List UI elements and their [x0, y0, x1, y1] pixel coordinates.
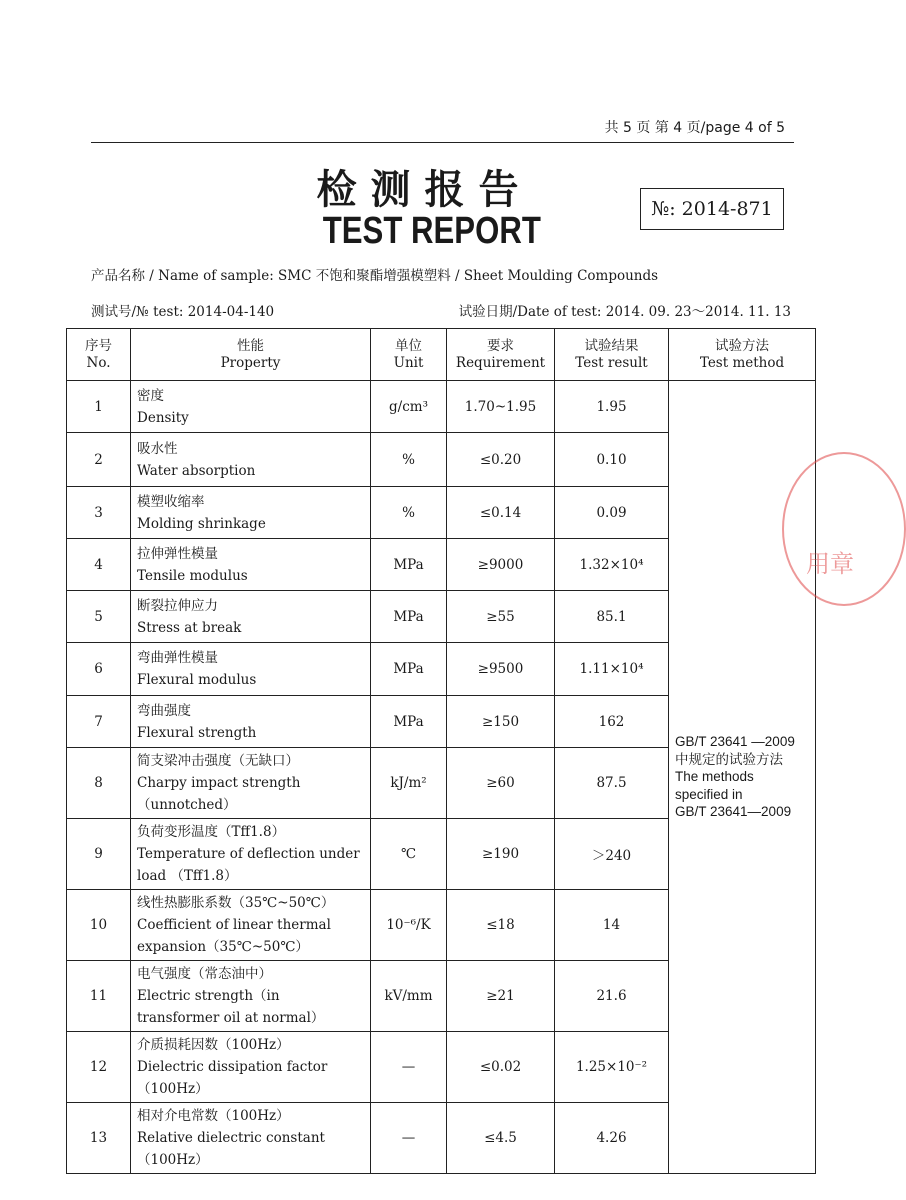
property-cell	[131, 539, 371, 591]
requirement-cell: ≤0.02	[447, 1032, 555, 1103]
property-name-en: Flexural strength	[137, 724, 257, 741]
property-cell	[131, 643, 371, 696]
requirement-cell: ≥150	[447, 696, 555, 748]
result-cell: 162	[555, 696, 669, 748]
unit-cell: 10⁻⁶/K	[371, 890, 447, 961]
row-number: 4	[67, 539, 131, 591]
requirement-cell: ≥9500	[447, 643, 555, 696]
property-cell	[131, 487, 371, 539]
requirement-cell: ≤0.14	[447, 487, 555, 539]
table-row	[67, 381, 816, 433]
row-number: 8	[67, 748, 131, 819]
test-date: 试验日期/Date of test: 2014. 09. 23～2014. 11. 13	[458, 304, 791, 320]
unit-cell: —	[371, 1103, 447, 1174]
property-name-cn: 模塑收缩率	[137, 493, 205, 510]
row-number: 6	[67, 643, 131, 696]
property-name-cn: 拉伸弹性模量	[137, 545, 218, 562]
unit-cell: MPa	[371, 539, 447, 591]
official-seal: 用章	[782, 452, 906, 606]
property-cell	[131, 748, 371, 819]
row-number: 13	[67, 1103, 131, 1174]
property-cell	[131, 696, 371, 748]
property-cell	[131, 433, 371, 487]
property-name-cn: 相对介电常数（100Hz）	[137, 1108, 290, 1124]
row-number: 7	[67, 696, 131, 748]
report-title-cn: 检测报告	[316, 167, 533, 213]
result-cell: ＞240	[555, 819, 669, 890]
property-cell	[131, 961, 371, 1032]
result-cell: 4.26	[555, 1103, 669, 1174]
result-cell: 14	[555, 890, 669, 961]
property-cell	[131, 819, 371, 890]
property-name-en: Molding shrinkage	[137, 515, 266, 532]
header-test-method: 试验方法 Test method	[669, 329, 816, 381]
property-name-en: Charpy impact strength（unnotched）	[137, 775, 301, 813]
requirement-cell: ≥21	[447, 961, 555, 1032]
header-no: 序号 No.	[67, 329, 131, 381]
unit-cell: MPa	[371, 696, 447, 748]
header-requirement: 要求 Requirement	[447, 329, 555, 381]
result-cell: 1.95	[555, 381, 669, 433]
unit-cell: g/cm³	[371, 381, 447, 433]
property-name-en: Coefficient of linear thermal expansion（35℃~50℃）	[137, 917, 331, 955]
test-number: 测试号/№ test: 2014-04-140	[91, 304, 275, 320]
property-name-cn: 线性热膨胀系数（35℃~50℃）	[137, 895, 335, 911]
requirement-cell: ≤4.5	[447, 1103, 555, 1174]
row-number: 5	[67, 591, 131, 643]
property-name-en: Electric strength（in transformer oil at normal）	[137, 988, 325, 1026]
property-name-cn: 介质损耗因数（100Hz）	[137, 1037, 290, 1053]
result-cell: 1.32×10⁴	[555, 539, 669, 591]
property-cell	[131, 381, 371, 433]
property-name-en: Density	[137, 409, 189, 426]
row-number: 2	[67, 433, 131, 487]
property-name-en: Tensile modulus	[137, 567, 248, 584]
unit-cell: kJ/m²	[371, 748, 447, 819]
unit-cell: MPa	[371, 591, 447, 643]
row-number: 9	[67, 819, 131, 890]
result-cell: 1.11×10⁴	[555, 643, 669, 696]
property-name-en: Water absorption	[137, 462, 256, 479]
result-cell: 85.1	[555, 591, 669, 643]
property-name-cn: 弯曲强度	[137, 702, 191, 719]
property-name-cn: 弯曲弹性模量	[137, 650, 218, 666]
row-number: 1	[67, 381, 131, 433]
sample-name: 产品名称 / Name of sample: SMC 不饱和聚酯增强模塑料 / Sheet Moulding Compounds	[91, 268, 659, 284]
row-number: 11	[67, 961, 131, 1032]
header-test-result: 试验结果 Test result	[555, 329, 669, 381]
requirement-cell: ≤18	[447, 890, 555, 961]
row-number: 3	[67, 487, 131, 539]
requirement-cell: ≥60	[447, 748, 555, 819]
result-cell: 0.10	[555, 433, 669, 487]
result-cell: 1.25×10⁻²	[555, 1032, 669, 1103]
unit-cell: ℃	[371, 819, 447, 890]
property-name-en: Flexural modulus	[137, 672, 257, 688]
header-property: 性能 Property	[131, 329, 371, 381]
header-divider	[91, 142, 794, 143]
property-name-en: Temperature of deflection under load （Tff1.8）	[137, 846, 360, 884]
property-name-cn: 负荷变形温度（Tff1.8）	[137, 824, 286, 840]
requirement-cell: 1.70~1.95	[447, 381, 555, 433]
property-name-cn: 密度	[137, 387, 164, 404]
property-cell	[131, 1103, 371, 1174]
property-cell	[131, 1032, 371, 1103]
property-name-en: Dielectric dissipation factor（100Hz）	[137, 1059, 328, 1097]
property-cell	[131, 591, 371, 643]
requirement-cell: ≥55	[447, 591, 555, 643]
property-cell	[131, 890, 371, 961]
unit-cell: MPa	[371, 643, 447, 696]
property-name-cn: 电气强度（常态油中）	[137, 966, 272, 982]
report-number-box: №: 2014-871	[640, 188, 784, 230]
test-method-cell: GB/T 23641 —2009 中规定的试验方法 The methods specified in GB/T 23641—2009	[669, 381, 816, 1174]
row-number: 10	[67, 890, 131, 961]
result-cell: 21.6	[555, 961, 669, 1032]
result-cell: 0.09	[555, 487, 669, 539]
property-name-cn: 简支梁冲击强度（无缺口）	[137, 753, 299, 769]
property-name-cn: 吸水性	[137, 440, 178, 457]
unit-cell: kV/mm	[371, 961, 447, 1032]
results-table	[66, 328, 816, 1174]
requirement-cell: ≥9000	[447, 539, 555, 591]
requirement-cell: ≥190	[447, 819, 555, 890]
property-name-en: Stress at break	[137, 619, 242, 636]
property-name-cn: 断裂拉伸应力	[137, 597, 218, 614]
row-number: 12	[67, 1032, 131, 1103]
property-name-en: Relative dielectric constant（100Hz）	[137, 1130, 325, 1168]
table-header-row	[67, 329, 816, 381]
unit-cell: —	[371, 1032, 447, 1103]
requirement-cell: ≤0.20	[447, 433, 555, 487]
header-unit: 单位 Unit	[371, 329, 447, 381]
result-cell: 87.5	[555, 748, 669, 819]
page-indicator: 共 5 页 第 4 页/page 4 of 5	[604, 120, 785, 136]
unit-cell: %	[371, 433, 447, 487]
unit-cell: %	[371, 487, 447, 539]
report-title-en: TEST REPORT	[322, 210, 541, 252]
